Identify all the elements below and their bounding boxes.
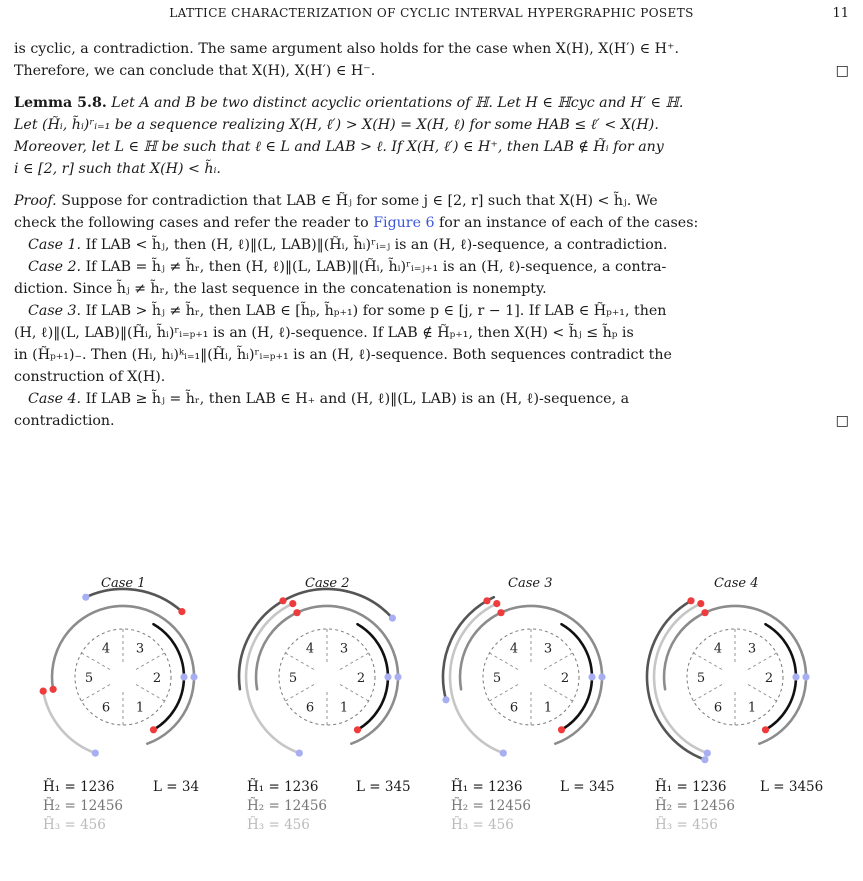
panel-2-h1: H̃₁ = 1236 bbox=[247, 779, 319, 795]
panel-3-node-label-6: 6 bbox=[509, 700, 519, 716]
case-line: construction of X(H). bbox=[14, 369, 166, 385]
panel-1-h3-arc bbox=[43, 691, 95, 753]
panel-2-endpoint-dot-5 bbox=[289, 600, 296, 607]
proof-text: Suppose for contradiction that LAB ∈ H̃ⱼ for some j ∈ [2, r] such that X(H) < h̃ⱼ. We bbox=[61, 193, 658, 209]
figure-6-link[interactable]: Figure 6 bbox=[373, 215, 435, 231]
case-text: If LAB = h̃ⱼ ≠ h̃ᵣ, then (H, ℓ)‖(L, LAB)‖(H̃ᵢ, h̃ᵢ)ʳᵢ₌ⱼ₊₁ is an (H, ℓ)-sequence, a contra- bbox=[85, 259, 667, 275]
panel-3-l: L = 345 bbox=[560, 779, 615, 795]
panel-1-node-label-4: 4 bbox=[101, 641, 111, 657]
panel-4-h1: H̃₁ = 1236 bbox=[655, 779, 727, 795]
panel-1-title: Case 1 bbox=[101, 576, 146, 591]
panel-3-node-label-2: 2 bbox=[560, 671, 570, 686]
case-line: diction. Since h̃ⱼ ≠ h̃ᵣ, the last sequence in the concatenation is nonempty. bbox=[14, 281, 547, 297]
panel-3-sector-divider-6 bbox=[489, 685, 518, 702]
page-number: 11 bbox=[832, 6, 849, 21]
panel-3-h2: H̃₂ = 12456 bbox=[451, 798, 532, 814]
panel-1-endpoint-dot-8 bbox=[82, 594, 89, 601]
qed-symbol: □ bbox=[835, 413, 849, 429]
case-text: If LAB ≥ h̃ⱼ = h̃ᵣ, then LAB ∈ H₊ and (H, ℓ)‖(L, LAB) is an (H, ℓ)-sequence, a bbox=[85, 391, 630, 407]
panel-4-node-label-1: 1 bbox=[747, 700, 757, 716]
lemma-text: Let A and B be two distinct acyclic orientations of ℍ. Let H ∈ ℍcyc and H′ ∈ ℍ. bbox=[111, 95, 684, 111]
panel-2-endpoint-dot-7 bbox=[389, 615, 396, 622]
panel-1-node-label-5: 5 bbox=[84, 671, 94, 686]
panel-3-endpoint-dot-1 bbox=[558, 726, 565, 733]
panel-1-node-label-1: 1 bbox=[135, 700, 145, 716]
panel-4-node-label-2: 2 bbox=[764, 671, 774, 686]
panel-4-title: Case 4 bbox=[714, 576, 759, 591]
panel-1-endpoint-dot-1 bbox=[150, 726, 157, 733]
panel-2-endpoint-dot-1 bbox=[354, 726, 361, 733]
panel-2-title: Case 2 bbox=[305, 576, 350, 591]
panel-4-sector-divider-6 bbox=[693, 685, 722, 702]
case-3-label: Case 3. bbox=[28, 303, 82, 319]
panel-4-node-label-4: 4 bbox=[713, 641, 723, 657]
paragraph-line: is cyclic, a contradiction. The same argument also holds for the case when X(H), X(H′) ∈ H⁺. bbox=[14, 41, 679, 57]
panel-2-node-label-4: 4 bbox=[305, 641, 315, 657]
panel-2-node-label-3: 3 bbox=[339, 641, 349, 657]
panel-1-h1: H̃₁ = 1236 bbox=[43, 779, 115, 795]
paragraph-text: Therefore, we can conclude that X(H), X(H′) ∈ H⁻. bbox=[14, 63, 376, 79]
qed-symbol: □ bbox=[835, 63, 849, 79]
panel-4-h2: H̃₂ = 12456 bbox=[655, 798, 736, 814]
panel-3-node-label-1: 1 bbox=[543, 700, 553, 716]
panel-3-endpoint-dot-8 bbox=[442, 696, 449, 703]
panel-3-endpoint-dot-6 bbox=[500, 750, 507, 757]
panel-1-endpoint-dot-6 bbox=[92, 750, 99, 757]
panel-4-l: L = 3456 bbox=[760, 779, 824, 795]
case-4-label: Case 4. bbox=[28, 391, 82, 407]
lemma-label: Lemma 5.8. bbox=[14, 95, 107, 111]
panel-2-node-label-1: 1 bbox=[339, 700, 349, 716]
case-line: (H, ℓ)‖(L, LAB)‖(H̃ᵢ, h̃ᵢ)ʳᵢ₌ₚ₊₁ is an (H, ℓ)-sequence. If LAB ∉ H̃ₚ₊₁, then X(H) < h̃ⱼ ≤ h̃ₚ is bbox=[14, 325, 634, 341]
panel-4-endpoint-dot-8 bbox=[701, 756, 708, 763]
panel-2-h3: H̃₃ = 456 bbox=[247, 817, 310, 833]
panel-4-h3: H̃₃ = 456 bbox=[655, 817, 718, 833]
panel-2-endpoint-dot-4 bbox=[293, 609, 300, 616]
panel-2-h2: H̃₂ = 12456 bbox=[247, 798, 328, 814]
panel-1-endpoint-dot-3 bbox=[190, 673, 197, 680]
running-title: LATTICE CHARACTERIZATION OF CYCLIC INTERVAL HYPERGRAPHIC POSETS bbox=[169, 6, 694, 20]
panel-3-node-label-5: 5 bbox=[492, 671, 502, 686]
panel-4-endpoint-dot-5 bbox=[697, 600, 704, 607]
panel-2-node-label-5: 5 bbox=[288, 671, 298, 686]
panel-3-endpoint-dot-2 bbox=[588, 673, 595, 680]
case-line: in (H̃ₚ₊₁)₋. Then (Hᵢ, hᵢ)ᵏᵢ₌₁‖(H̃ᵢ, h̃ᵢ)ʳᵢ₌ₚ₊₁ is an (H, ℓ)-sequence. Both sequences contradict the bbox=[14, 347, 672, 363]
panel-1-node-label-2: 2 bbox=[152, 671, 162, 686]
panel-4-endpoint-dot-6 bbox=[704, 750, 711, 757]
panel-2-sector-divider-6 bbox=[285, 685, 314, 702]
lemma-line: Let (H̃ᵢ, h̃ᵢ)ʳᵢ₌₁ be a sequence realizing X(H, ℓ′) > X(H) = X(H, ℓ) for some HAB ≤ ℓ′ < X(H). bbox=[14, 117, 659, 133]
panel-1-sector-divider-2 bbox=[136, 685, 165, 702]
panel-1-sector-divider-6 bbox=[81, 685, 110, 702]
panel-3-node-label-3: 3 bbox=[543, 641, 553, 657]
panel-2-node-label-2: 2 bbox=[356, 671, 366, 686]
case-text: If LAB > h̃ⱼ ≠ h̃ᵣ, then LAB ∈ [h̃ₚ, h̃ₚ₊₁) for some p ∈ [j, r − 1]. If LAB ∈ H̃ₚ₊₁, then bbox=[85, 303, 667, 319]
proof-label: Proof. bbox=[14, 193, 57, 209]
panel-3-h1: H̃₁ = 1236 bbox=[451, 779, 523, 795]
case-2-label: Case 2. bbox=[28, 259, 82, 275]
panel-4-endpoint-dot-2 bbox=[792, 673, 799, 680]
panel-2-endpoint-dot-8 bbox=[279, 597, 286, 604]
panel-1-endpoint-dot-7 bbox=[178, 608, 185, 615]
proof-text: check the following cases and refer the reader to bbox=[14, 215, 369, 231]
panel-4-endpoint-dot-3 bbox=[802, 673, 809, 680]
panel-4-node-label-3: 3 bbox=[747, 641, 757, 657]
panel-3-h3: H̃₃ = 456 bbox=[451, 817, 514, 833]
panel-2-endpoint-dot-6 bbox=[296, 750, 303, 757]
panel-3-node-label-4: 4 bbox=[509, 641, 519, 657]
lemma-line: Moreover, let L ∈ ℍ be such that ℓ ∈ L and LAB > ℓ. If X(H, ℓ′) ∈ H⁺, then LAB ∉ H̃ᵢ for any bbox=[14, 139, 664, 155]
lemma-line: i ∈ [2, r] such that X(H) < h̃ᵢ. bbox=[14, 161, 221, 177]
panel-1-node-label-3: 3 bbox=[135, 641, 145, 657]
panel-4-sector-divider-2 bbox=[748, 685, 777, 702]
case-1-label: Case 1. bbox=[28, 237, 82, 253]
panel-4-node-label-6: 6 bbox=[713, 700, 723, 716]
panel-4-endpoint-dot-1 bbox=[762, 726, 769, 733]
panel-3-endpoint-dot-4 bbox=[497, 609, 504, 616]
panel-1-endpoint-dot-5 bbox=[40, 688, 47, 695]
panel-4-node-label-5: 5 bbox=[696, 671, 706, 686]
panel-1-l: L = 34 bbox=[153, 779, 200, 795]
panel-3-endpoint-dot-5 bbox=[493, 600, 500, 607]
panel-2-endpoint-dot-2 bbox=[384, 673, 391, 680]
panel-1-h2: H̃₂ = 12456 bbox=[43, 798, 124, 814]
panel-2-node-label-6: 6 bbox=[305, 700, 315, 716]
panel-3-endpoint-dot-7 bbox=[483, 597, 490, 604]
proof-text: for an instance of each of the cases: bbox=[439, 215, 699, 231]
panel-1-endpoint-dot-2 bbox=[180, 673, 187, 680]
panel-3-title: Case 3 bbox=[508, 576, 553, 591]
case-text: If LAB < h̃ⱼ, then (H, ℓ)‖(L, LAB)‖(H̃ᵢ, h̃ᵢ)ʳᵢ₌ⱼ is an (H, ℓ)-sequence, a contradiction. bbox=[85, 237, 668, 253]
case-text: contradiction. bbox=[14, 413, 115, 429]
panel-4-endpoint-dot-7 bbox=[687, 597, 694, 604]
panel-1-node-label-6: 6 bbox=[101, 700, 111, 716]
panel-1-endpoint-dot-4 bbox=[50, 686, 57, 693]
panel-2-l-arc bbox=[239, 589, 392, 689]
panel-1-h3: H̃₃ = 456 bbox=[43, 817, 106, 833]
panel-2-endpoint-dot-3 bbox=[394, 673, 401, 680]
panel-2-l: L = 345 bbox=[356, 779, 411, 795]
panel-3-endpoint-dot-3 bbox=[598, 673, 605, 680]
panel-4-endpoint-dot-4 bbox=[701, 609, 708, 616]
panel-2-sector-divider-2 bbox=[340, 685, 369, 702]
panel-3-sector-divider-2 bbox=[544, 685, 573, 702]
